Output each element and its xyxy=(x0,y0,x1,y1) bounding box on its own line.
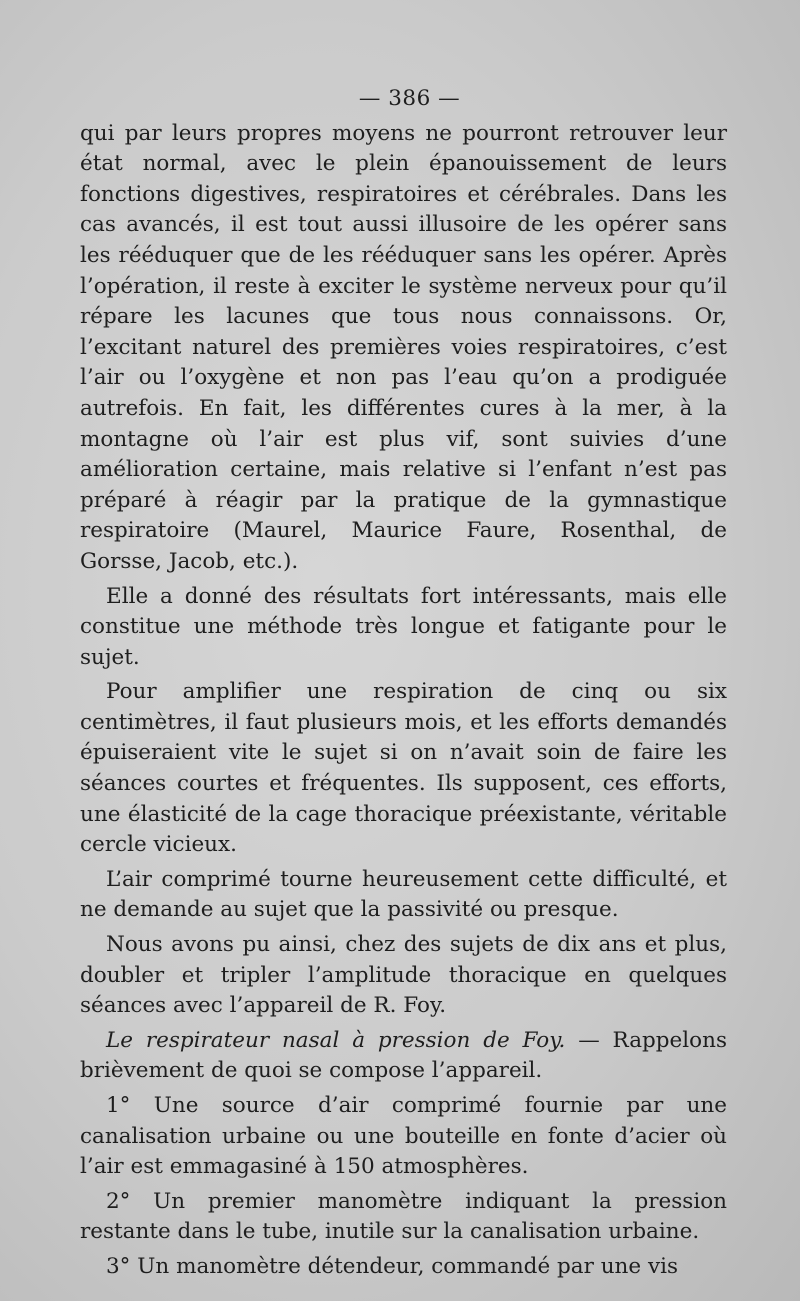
section-intro: — Rappelons brièvement de quoi se compose l’appareil. xyxy=(80,1027,727,1084)
paragraph-2: Elle a donné des résultats fort intéressants, mais elle constitue une méthode très longue et fatigante pour le sujet. xyxy=(80,583,727,670)
page-number: — 386 — xyxy=(358,86,461,111)
paragraph-3: Pour amplifier une respiration de cinq ou six centimètres, il faut plusieurs mois, et les efforts demandés épuiseraient vite le sujet si on n’avait soin de faire les séances courtes et fréquentes. Ils supposent, ces efforts, une élasticité de la cage thoracique préexistante, véritable cercle vicieux. xyxy=(80,679,727,858)
book-page xyxy=(80,84,727,1283)
list-item-1: 1° Une source d’air comprimé fournie par une canalisation urbaine ou une bouteille en fonte d’acier où l’air est emmagasiné à 150 atmosphères. xyxy=(80,1093,727,1180)
list-item-2: 2° Un premier manomètre indiquant la pression restante dans le tube, inutile sur la canalisation urbaine. xyxy=(80,1188,727,1245)
list-item-3: 3° Un manomètre détendeur, commandé par une vis xyxy=(106,1253,679,1279)
section-heading-paragraph xyxy=(80,1026,727,1087)
paragraph-4: L’air comprimé tourne heureusement cette difficulté, et ne demande au sujet que la passivité ou presque. xyxy=(80,866,727,923)
section-title: Le respirateur nasal à pression de Foy. xyxy=(106,1027,566,1053)
paragraph-1: qui par leurs propres moyens ne pourront retrouver leur état normal, avec le plein épanouissement de leurs fonctions digestives, respiratoires et cérébrales. Dans les cas avancés, il est tout aussi illusoire de les opérer sans les rééduquer que de les rééduquer sans les opérer. Après l’opération, il reste à exciter le système nerveux pour qu’il répare les lacunes que tous nous connaissons. Or, l’excitant naturel des premières voies respiratoires, c’est l’air ou l’oxygène et non pas l’eau qu’on a prodiguée autrefois. En fait, les différentes cures à la mer, à la montagne où l’air est plus vif, sont suivies d’une amélioration certaine, mais relative si l’enfant n’est pas préparé à réagir par la pratique de la gymnastique respiratoire (Maurel, Maurice Faure, Rosenthal, de Gorsse, Jacob, etc.). xyxy=(80,120,727,574)
paragraph-5: Nous avons pu ainsi, chez des sujets de dix ans et plus, doubler et tripler l’amplitude thoracique en quelques séances avec l’appareil de R. Foy. xyxy=(80,932,727,1019)
